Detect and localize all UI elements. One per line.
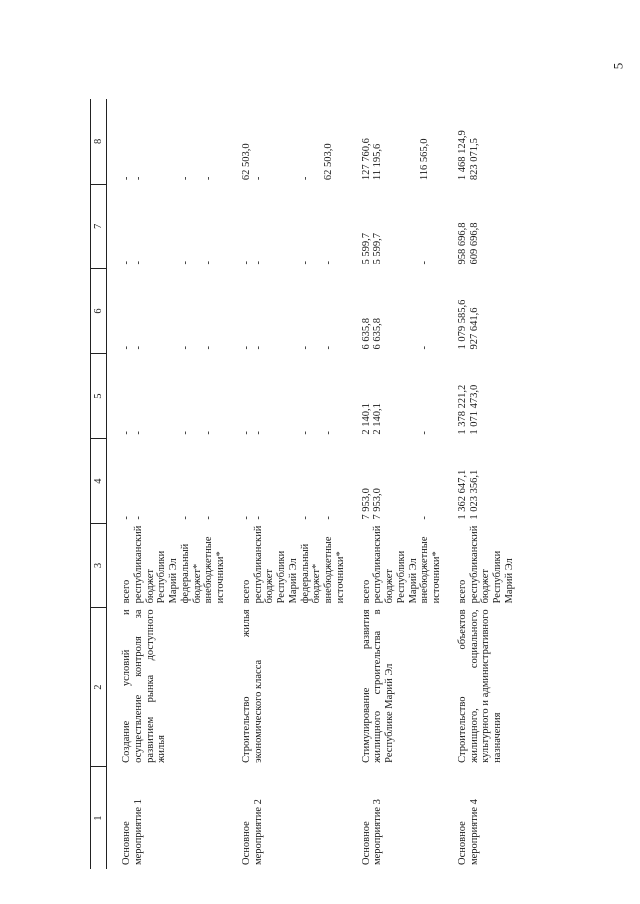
- col-header-5: 5: [91, 354, 107, 439]
- value-cell: 7 953,0: [360, 488, 372, 520]
- value-cell: -: [121, 176, 132, 181]
- event-label: Основное мероприятие 4: [456, 799, 480, 865]
- value-cell: 1 378 221,2: [456, 384, 468, 435]
- funding-source: всего: [360, 579, 372, 604]
- value-cell: -: [299, 176, 311, 181]
- funding-source: всего: [240, 579, 252, 604]
- table-row: [241, 99, 253, 869]
- col-header-7: 7: [91, 184, 107, 268]
- col-header-3: 3: [91, 524, 107, 608]
- value-cell: -: [203, 431, 215, 435]
- col-header-1: 1: [91, 767, 107, 869]
- value-cell: -: [179, 176, 191, 181]
- value-cell: -: [203, 260, 215, 265]
- event-title: Стимулирование развития жилищного строительства в Республике Марий Эл: [360, 609, 395, 763]
- funding-source: всего: [121, 579, 132, 604]
- value-cell: -: [121, 516, 132, 520]
- value-cell: -: [179, 516, 191, 520]
- funding-source: внебюджетные источники*: [323, 536, 346, 604]
- value-cell: -: [132, 516, 144, 520]
- value-cell: -: [299, 516, 311, 520]
- value-cell: -: [419, 516, 431, 520]
- table-row: [121, 99, 133, 869]
- value-cell: -: [252, 516, 264, 520]
- value-cell: -: [132, 346, 144, 350]
- value-cell: 7 953,0: [372, 488, 384, 520]
- value-cell: 1 079 585,6: [456, 299, 468, 350]
- value-cell: 609 696,8: [468, 222, 480, 265]
- value-cell: 1 468 124,9: [456, 130, 468, 181]
- value-cell: 1 362 647,1: [456, 469, 468, 520]
- value-cell: -: [419, 260, 431, 265]
- budget-table: [90, 99, 516, 869]
- value-cell: -: [252, 431, 264, 435]
- event-label: Основное мероприятие 1: [121, 799, 144, 865]
- event-label: Основное мероприятие 2: [240, 799, 264, 865]
- value-cell: 116 565,0: [419, 138, 431, 181]
- header-row: [91, 99, 107, 869]
- event-title: Создание условий и осуществление контроля за развитием рынка доступного жилья: [121, 609, 168, 763]
- col-header-8: 8: [91, 99, 107, 184]
- value-cell: -: [240, 431, 252, 435]
- funding-source: республиканский бюджет Республики Марий Эл: [468, 525, 515, 604]
- value-cell: 5 599,7: [360, 232, 372, 265]
- funding-source: республиканский бюджет Республики Марий Эл: [132, 525, 179, 604]
- value-cell: -: [252, 176, 264, 181]
- value-cell: 6 635,8: [372, 318, 384, 350]
- value-cell: 5 599,7: [372, 232, 384, 265]
- value-cell: -: [132, 260, 144, 265]
- col-header-6: 6: [91, 268, 107, 353]
- value-cell: -: [203, 176, 215, 181]
- value-cell: 1 023 356,1: [468, 469, 480, 520]
- value-cell: 958 696,8: [456, 222, 468, 265]
- col-header-4: 4: [91, 439, 107, 524]
- value-cell: -: [121, 346, 132, 350]
- value-cell: 11 195,6: [372, 143, 384, 181]
- value-cell: 127 760,6: [360, 138, 372, 181]
- value-cell: -: [179, 260, 191, 265]
- col-header-2: 2: [91, 607, 107, 766]
- value-cell: -: [203, 516, 215, 520]
- value-cell: -: [323, 346, 334, 350]
- table-row: [361, 99, 373, 869]
- value-cell: -: [323, 431, 334, 435]
- value-cell: -: [419, 431, 431, 435]
- value-cell: -: [203, 346, 215, 350]
- value-cell: -: [323, 260, 334, 265]
- value-cell: 62 503,0: [323, 143, 334, 181]
- funding-source: федеральный бюджет*: [179, 543, 203, 604]
- value-cell: -: [299, 260, 311, 265]
- table-row: [457, 99, 469, 869]
- value-cell: -: [252, 260, 264, 265]
- value-cell: -: [179, 431, 191, 435]
- value-cell: 62 503,0: [240, 143, 252, 181]
- value-cell: -: [132, 431, 144, 435]
- value-cell: -: [121, 431, 132, 435]
- value-cell: -: [419, 346, 431, 350]
- value-cell: -: [121, 260, 132, 265]
- funding-source: федеральный бюджет*: [299, 543, 323, 604]
- event-label: Основное мероприятие 3: [360, 799, 384, 865]
- value-cell: 2 140,1: [360, 403, 372, 435]
- value-cell: -: [299, 346, 311, 350]
- funding-source: внебюджетные источники*: [419, 536, 442, 604]
- funding-source: всего: [456, 579, 468, 604]
- value-cell: 2 140,1: [372, 403, 384, 435]
- value-cell: -: [240, 516, 252, 520]
- value-cell: -: [252, 346, 264, 350]
- value-cell: 823 071,5: [468, 138, 480, 181]
- funding-source: республиканский бюджет Республики Марий Эл: [252, 525, 299, 604]
- value-cell: -: [240, 260, 252, 265]
- event-title: Строительство жилья экономического класса: [240, 609, 264, 763]
- value-cell: 1 071 473,0: [468, 384, 480, 435]
- funding-source: внебюджетные источники*: [203, 536, 226, 604]
- value-cell: 927 641,6: [468, 307, 480, 350]
- value-cell: -: [240, 346, 252, 350]
- value-cell: -: [323, 516, 334, 520]
- value-cell: -: [299, 431, 311, 435]
- funding-source: республиканский бюджет Республики Марий Эл: [372, 525, 419, 604]
- value-cell: -: [179, 346, 191, 350]
- page-number: 5: [610, 62, 626, 70]
- event-title: Строительство объектов жилищного, социального, культурного и административного назначения: [456, 609, 503, 763]
- value-cell: -: [132, 176, 144, 181]
- value-cell: 6 635,8: [360, 318, 372, 350]
